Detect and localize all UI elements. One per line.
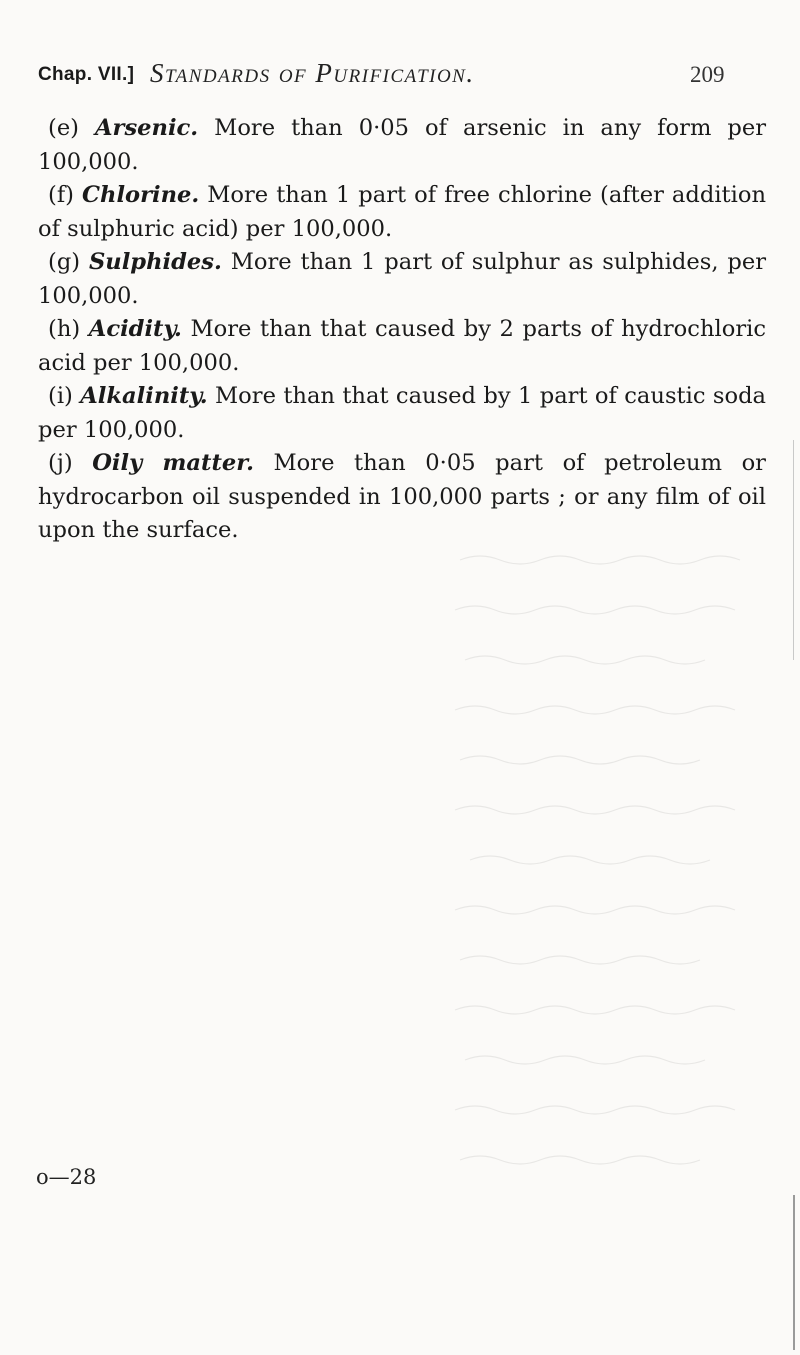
item-heading: Oily matter.: [92, 450, 254, 476]
body-text: [38, 112, 766, 548]
item-letter: (j): [48, 450, 73, 476]
paragraph-sulphides: [38, 246, 766, 313]
item-text: More than that caused by 1 part of caustic soda per 100,000.: [38, 383, 767, 443]
item-heading: Arsenic.: [95, 115, 199, 141]
paragraph-chlorine: [38, 179, 766, 246]
page-number: 209: [690, 62, 725, 87]
paragraph-alkalinity: [38, 380, 766, 447]
show-through-texture: [450, 540, 780, 1240]
item-text: More than 0·05 part of petroleum or hydrocarbon oil suspended in 100,000 parts ; or any film of oil upon the surface.: [38, 450, 766, 543]
item-letter: (i): [48, 383, 73, 409]
paragraph-arsenic: [38, 112, 766, 179]
item-heading: Alkalinity.: [80, 383, 208, 409]
chapter-label: Chap. VII.]: [38, 64, 135, 85]
paragraph-oily-matter: [38, 447, 766, 548]
signature-mark: o—28: [36, 1165, 97, 1189]
item-heading: Acidity.: [88, 316, 182, 342]
item-heading: Chlorine.: [82, 182, 200, 208]
paragraph-acidity: [38, 313, 766, 380]
page-edge-faint: [793, 440, 794, 660]
item-text: More than 1 part of free chlorine (after addition of sulphuric acid) per 100,000.: [38, 182, 767, 242]
item-text: More than that caused by 2 parts of hydrochloric acid per 100,000.: [38, 316, 766, 376]
page-edge-shadow: [793, 1195, 795, 1350]
running-head: [38, 58, 758, 98]
item-letter: (g): [48, 249, 81, 275]
item-letter: (e): [48, 115, 80, 141]
item-text: More than 0·05 of arsenic in any form per 100,000.: [38, 115, 766, 175]
running-title: Standards of Purification.: [150, 58, 475, 88]
item-letter: (f): [48, 182, 74, 208]
item-text: More than 1 part of sulphur as sulphides, per 100,000.: [38, 249, 767, 309]
item-heading: Sulphides.: [88, 249, 222, 275]
item-letter: (h): [48, 316, 81, 342]
